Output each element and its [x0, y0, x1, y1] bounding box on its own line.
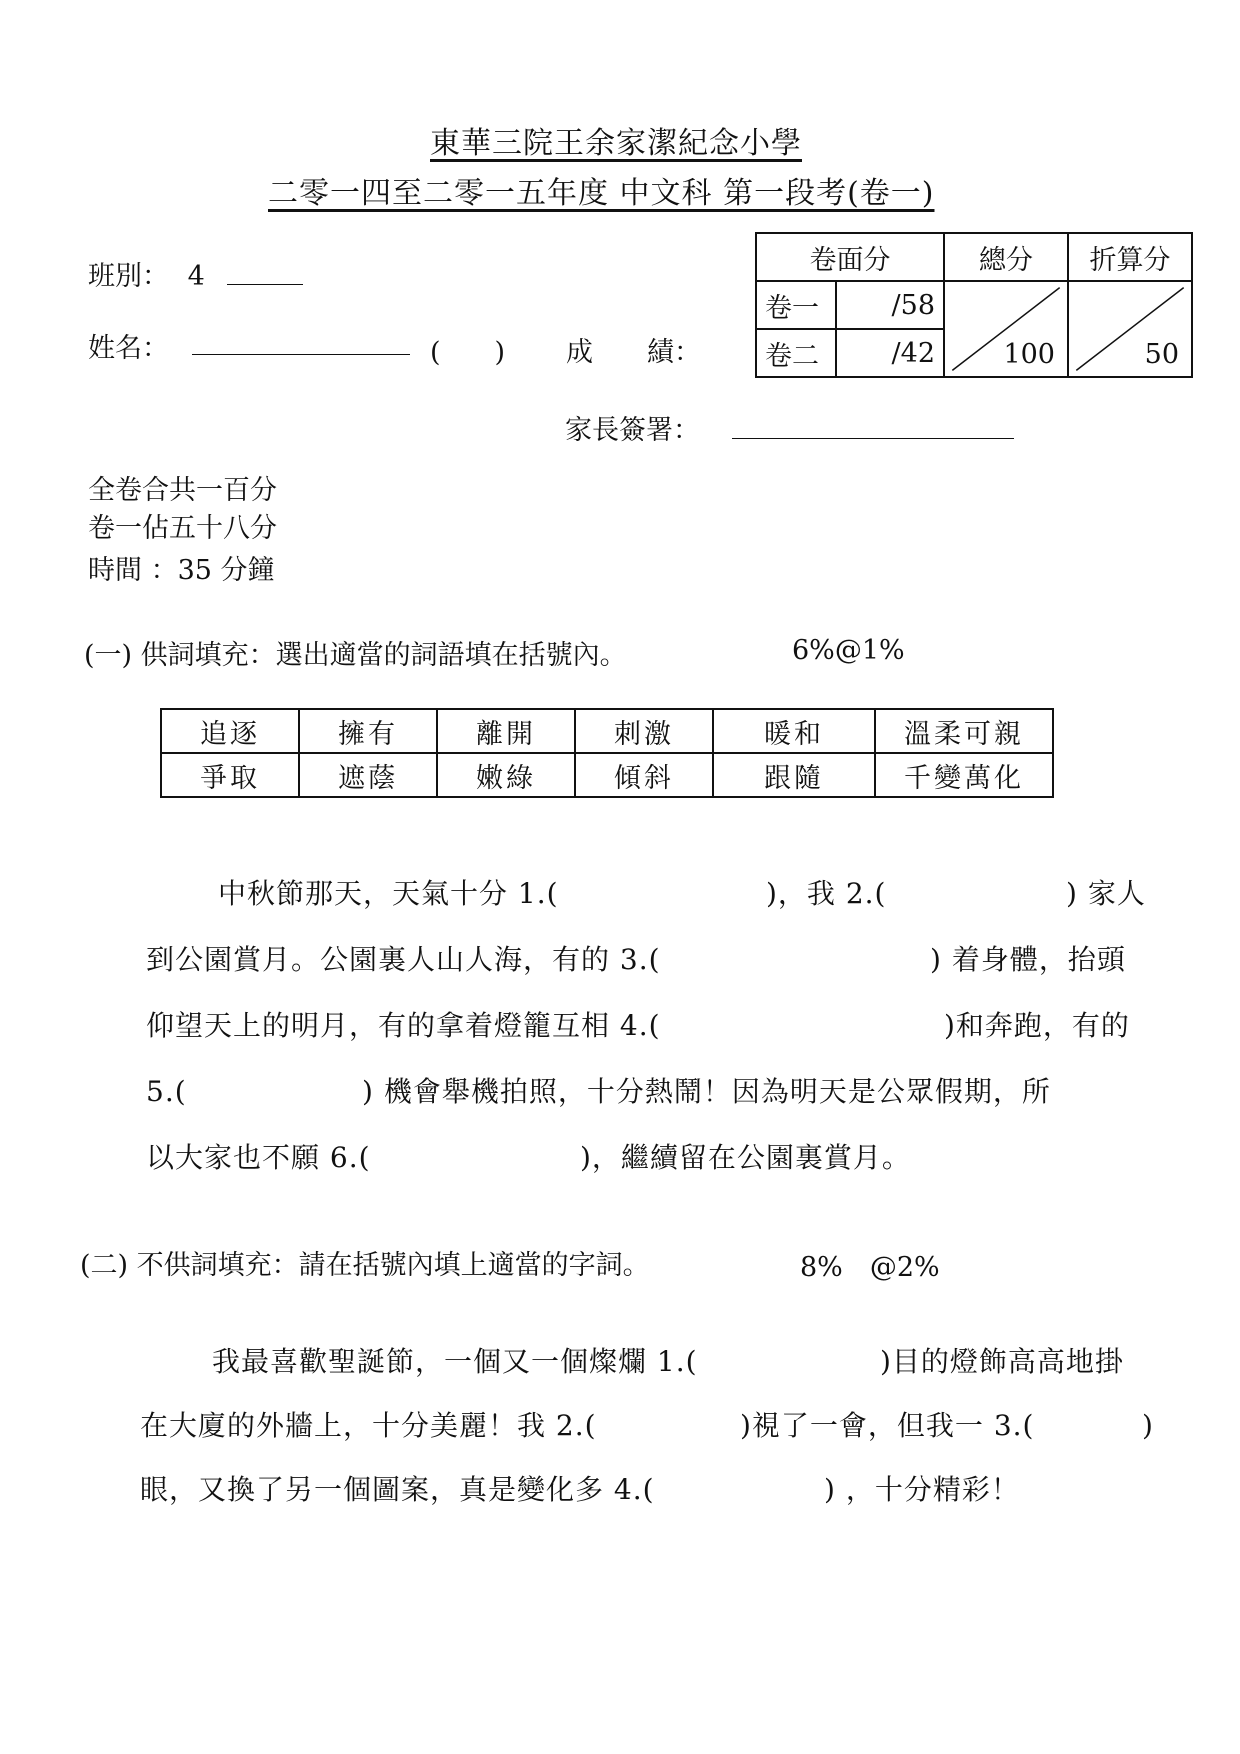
name-blank[interactable] [192, 334, 410, 355]
passage-text: ) ，十分精彩！ [824, 1473, 1020, 1506]
word-bank-cell: 爭取 [161, 753, 299, 797]
paper1-label: 卷一 [756, 281, 836, 329]
word-bank-cell: 擁有 [299, 709, 437, 753]
word-bank-row [161, 709, 1053, 753]
passage-text: 5.( [146, 1075, 187, 1108]
total-score-cell [944, 281, 1068, 377]
result-label: 成 績： [566, 337, 701, 368]
header-converted: 折算分 [1068, 233, 1192, 281]
passage-text: ) 着身體，抬頭 [930, 943, 1126, 976]
passage-text: 中秋節那天，天氣十分 1.( [218, 877, 559, 910]
word-bank-cell: 千變萬化 [875, 753, 1053, 797]
passage-text: ) 家人 [1066, 877, 1146, 910]
class-label-text: 班別： [88, 261, 169, 292]
passage-text: )和奔跑，有的 [944, 1009, 1130, 1042]
info-duration: 時間 ：35 分鐘 [88, 555, 275, 586]
word-bank-cell: 跟隨 [713, 753, 875, 797]
word-bank-cell: 溫柔可親 [875, 709, 1053, 753]
passage-text: 我最喜歡聖誕節，一個又一個燦爛 1.( [212, 1345, 698, 1378]
class-number-paren: ( ) [430, 337, 506, 368]
header-total: 總分 [944, 233, 1068, 281]
class-value: 4 [187, 261, 205, 292]
class-blank[interactable] [227, 264, 303, 285]
passage-text: 在大廈的外牆上，十分美麗！我 2.( [140, 1409, 597, 1442]
school-name: 東華三院王余家潔紀念小學 [430, 126, 802, 161]
passage-text: 仰望天上的明月，有的拿着燈籠互相 4.( [146, 1009, 661, 1042]
passage-text: 以大家也不願 6.( [146, 1141, 371, 1174]
passage-text: )目的燈飾高高地掛 [880, 1345, 1124, 1378]
converted-score-cell [1068, 281, 1192, 377]
info-total-marks: 全卷合共一百分 [88, 475, 277, 506]
word-bank-row [161, 753, 1053, 797]
paper1-score: /58 [836, 281, 944, 329]
name-label: 姓名： [88, 333, 169, 364]
converted-score-value: 50 [1144, 339, 1179, 370]
passage-text: 眼，又換了另一個圖案，真是變化多 4.( [140, 1473, 655, 1506]
passage-text: )，我 2.( [766, 877, 887, 910]
section1-heading: (一) 供詞填充：選出適當的詞語填在括號內。 [84, 640, 627, 671]
exam-title: 二零一四至二零一五年度 中文科 第一段考(卷一) [268, 176, 935, 211]
word-bank [160, 708, 1054, 798]
paper2-label: 卷二 [756, 329, 836, 377]
section2-heading: (二) 不供詞填充：請在括號內填上適當的字詞。 [80, 1250, 650, 1281]
passage-text: ) [1142, 1409, 1154, 1442]
signature-label: 家長簽署： [565, 415, 700, 446]
section1-marks: 6%@1% [792, 635, 905, 666]
score-table [755, 232, 1193, 378]
word-bank-cell: 刺激 [575, 709, 713, 753]
word-bank-cell: 追逐 [161, 709, 299, 753]
word-bank-cell: 嫩綠 [437, 753, 575, 797]
section2-marks: 8% @2% [800, 1252, 940, 1283]
passage-text: )視了一會，但我一 3.( [740, 1409, 1035, 1442]
signature-blank[interactable] [732, 418, 1014, 439]
paper2-score: /42 [836, 329, 944, 377]
header-paper-score: 卷面分 [756, 233, 944, 281]
info-paper-marks: 卷一佔五十八分 [88, 513, 277, 544]
word-bank-cell: 離開 [437, 709, 575, 753]
word-bank-cell: 傾斜 [575, 753, 713, 797]
passage-text: 到公園賞月。公園裏人山人海，有的 3.( [146, 943, 661, 976]
passage-text: ) 機會舉機拍照，十分熱鬧！因為明天是公眾假期，所 [362, 1075, 1051, 1108]
word-bank-cell: 遮蔭 [299, 753, 437, 797]
class-label [88, 254, 303, 293]
total-score-value: 100 [1003, 339, 1055, 370]
word-bank-cell: 暖和 [713, 709, 875, 753]
passage-text: )，繼續留在公園裏賞月。 [580, 1141, 911, 1174]
